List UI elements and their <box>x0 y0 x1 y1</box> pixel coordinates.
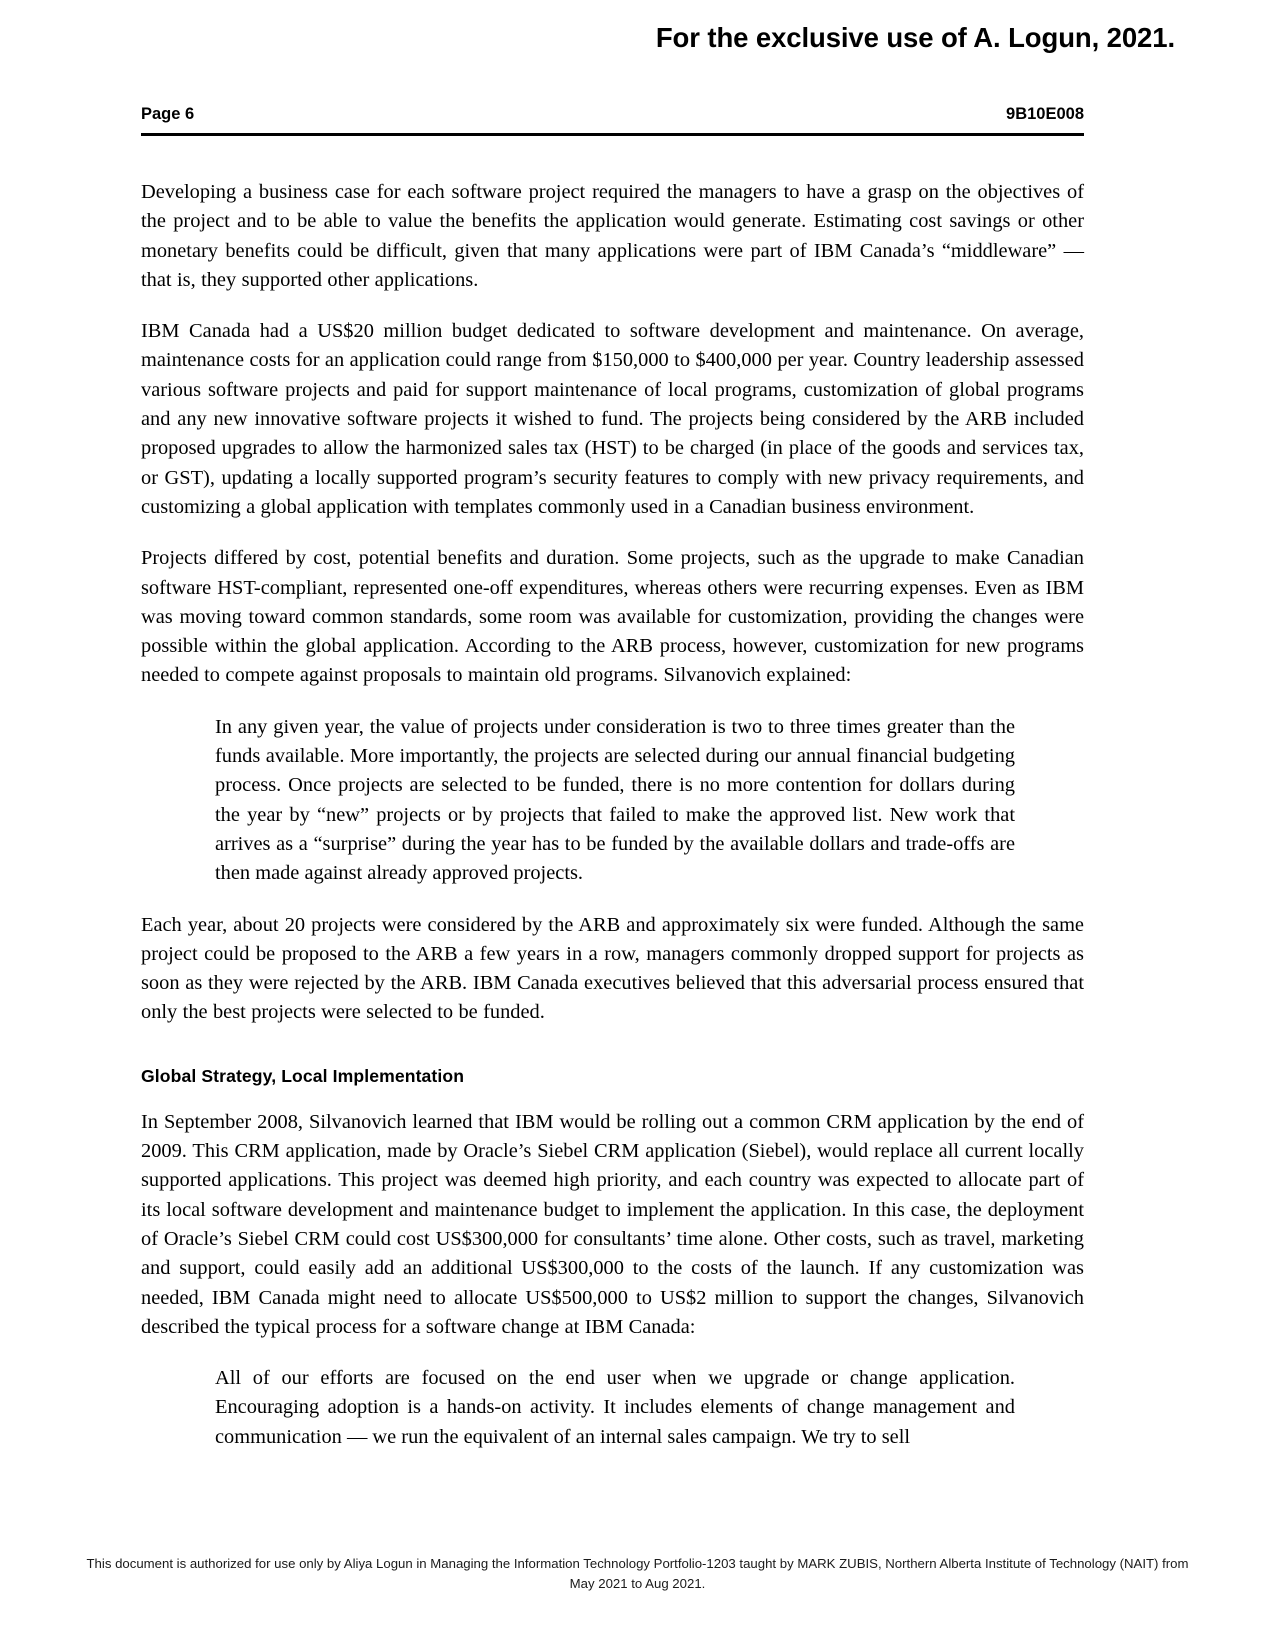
footer-line-2: May 2021 to Aug 2021. <box>569 1576 706 1591</box>
body-paragraph: In September 2008, Silvanovich learned that IBM would be rolling out a common CRM application by the end of 2009. This CRM application, made by Oracle’s Siebel CRM application (Siebel), would replace all current locally supported applications. This project was deemed high priority, and each country was expected to allocate part of its local software development and maintenance budget to implement the application. In this case, the deployment of Oracle’s Siebel CRM could cost US$300,000 for consultants’ time alone. Other costs, such as travel, marketing and support, could easily add an additional US$300,000 to the costs of the launch. If any customization was needed, IBM Canada might need to allocate US$500,000 to US$2 million to support the changes, Silvanovich described the typical process for a software change at IBM Canada: <box>141 1110 1084 1338</box>
running-head <box>141 105 1084 124</box>
section-heading: Global Strategy, Local Implementation <box>141 1065 465 1086</box>
block-quotation-text: In any given year, the value of projects under consideration is two to three times greater than the funds available. More importantly, the projects are selected during our annual financial budgeting process. Once projects are selected to be funded, there is no more contention for dollars during the year by “new” projects or by projects that failed to make the approved list. New work that arrives as a “surprise” during the year has to be funded by the available dollars and trade-offs are then made against already approved projects. <box>215 715 1015 885</box>
block-quotation <box>215 1364 1015 1452</box>
page-number-label: Page 6 <box>141 105 195 123</box>
header-divider-rule <box>141 133 1084 136</box>
block-quotation <box>215 713 1015 889</box>
body-paragraph: Projects differed by cost, potential benefits and duration. Some projects, such as the upgrade to make Canadian software HST-compliant, represented one-off expenditures, whereas others were recurring expenses. Even as IBM was moving toward common standards, some room was available for customization, providing the changes were possible within the global application. According to the ARB process, however, customization for new programs needed to compete against proposals to maintain old programs. Silvanovich explained: <box>141 547 1084 687</box>
body-paragraph: Each year, about 20 projects were considered by the ARB and approximately six were funded. Although the same project could be proposed to the ARB a few years in a row, managers commonly dropped support for projects as soon as they were rejected by the ARB. IBM Canada executives believed that this adversarial process ensured that only the best projects were selected to be funded. <box>141 913 1084 1024</box>
block-quotation-text: All of our efforts are focused on the end user when we upgrade or change application. Encouraging adoption is a hands-on activity. It includes elements of change management and communication — we run the equivalent of an internal sales campaign. We try to sell <box>215 1367 1015 1448</box>
footer-authorization-notice <box>0 1554 1275 1594</box>
document-body <box>141 178 1084 1474</box>
body-paragraph: IBM Canada had a US$20 million budget dedicated to software development and maintenance. On average, maintenance costs for an application could range from $150,000 to $400,000 per year. Country leadership assessed various software projects and paid for support maintenance of local programs, customization of global programs and any new innovative software projects it wished to fund. The projects being considered by the ARB included proposed upgrades to allow the harmonized sales tax (HST) to be charged (in place of the goods and services tax, or GST), updating a locally supported program’s security features to comply with new privacy requirements, and customizing a global application with templates commonly used in a Canadian business environment. <box>141 320 1084 518</box>
document-id-label: 9B10E008 <box>1006 105 1084 123</box>
exclusive-use-notice: For the exclusive use of A. Logun, 2021. <box>655 22 1175 53</box>
body-paragraph: Developing a business case for each software project required the managers to have a grasp on the objectives of the project and to be able to value the benefits the application would generate. Estimating cost savings or other monetary benefits could be difficult, given that many applications were part of IBM Canada’s “middleware” — that is, they supported other applications. <box>141 181 1084 291</box>
footer-line-1: This document is authorized for use only by Aliya Logun in Managing the Information Technology Portfolio-1203 taught by MARK ZUBIS, Northern Alberta Institute of Technology (NAIT) from <box>86 1556 1189 1571</box>
